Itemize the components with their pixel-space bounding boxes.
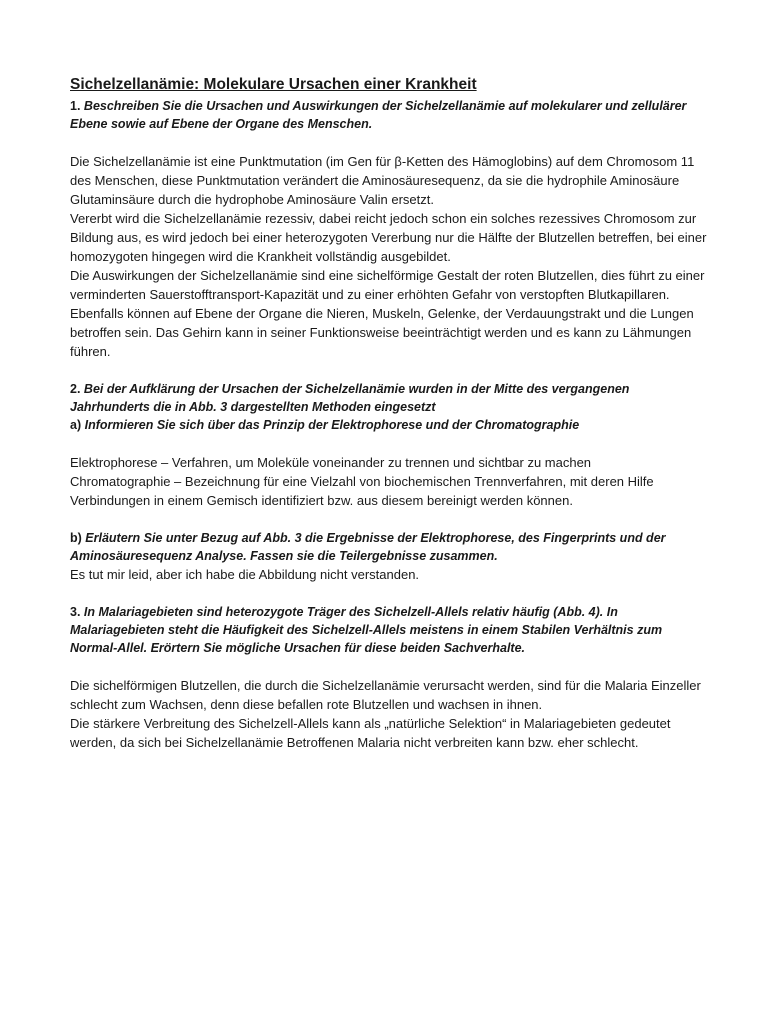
document-title: Sichelzellanämie: Molekulare Ursachen einer Krankheit <box>70 76 477 93</box>
spacer <box>70 133 708 152</box>
question-2a-text: Informieren Sie sich über das Prinzip der Elektrophorese und der Chromatographie <box>84 418 580 432</box>
question-2-text: Bei der Aufklärung der Ursachen der Sichelzellanämie wurden in der Mitte des vergangenen Jahrhunderts die in Abb. 3 dargestellten Methoden eingesetzt <box>70 382 630 414</box>
answer-1-paragraph-2: Vererbt wird die Sichelzellanämie rezessiv, dabei reicht jedoch schon ein solches rezessives Chromosom zur Bildung aus, es wird jedoch bei einer heterozygoten Vererbung nur die Hälfte der Blutzellen betreffen, bei einer homozygoten hingegen wird die Krankheit vollständig ausgebildet. <box>70 211 707 264</box>
question-2a <box>70 416 708 434</box>
answer-3-paragraph-1: Die sichelförmigen Blutzellen, die durch die Sichelzellanämie verursacht werden, sind für die Malaria Einzeller schlecht zum Wachsen, denn diese befallen rote Blutzellen und wachsen in ihnen. <box>70 678 701 712</box>
question-2a-number: a) <box>70 418 82 432</box>
spacer <box>70 434 708 453</box>
spacer <box>70 657 708 676</box>
answer-1-paragraph-1: Die Sichelzellanämie ist eine Punktmutation (im Gen für β-Ketten des Hämoglobins) auf dem Chromosom 11 des Menschen, diese Punktmutation verändert die Aminosäuresequenz, da sie die hydrophile Aminosäure Glutaminsäure durch die hydrophobe Aminosäure Valin ersetzt. <box>70 154 695 207</box>
spacer <box>70 584 708 603</box>
question-3-text: In Malariagebieten sind heterozygote Träger des Sichelzell-Allels relativ häufig (Abb. 4). In Malariagebieten steht die Häufigkeit des Sichelzell-Allels meistens in einem Stabilen Verhältnis zum Normal-Allel. Erörtern Sie mögliche Ursachen für diese beiden Sachverhalte. <box>70 605 663 655</box>
question-2 <box>70 380 708 416</box>
answer-2b-paragraph-1: Es tut mir leid, aber ich habe die Abbildung nicht verstanden. <box>70 567 420 582</box>
question-3-number: 3. <box>70 605 81 619</box>
answer-1-paragraph-3: Die Auswirkungen der Sichelzellanämie sind eine sichelförmige Gestalt der roten Blutzellen, dies führt zu einer verminderten Sauerstofftransport-Kapazität und zu einer erhöhten Gefahr von verstopften Blutkapillaren. Ebenfalls können auf Ebene der Organe die Nieren, Muskeln, Gelenke, der Verdauungstrakt und die Lungen betroffen sein. Das Gehirn kann in seiner Funktionsweise beeinträchtigt werden und es kann zu Lähmungen führen. <box>70 268 705 359</box>
question-1 <box>70 97 708 133</box>
question-2b-text: Erläutern Sie unter Bezug auf Abb. 3 die Ergebnisse der Elektrophorese, des Fingerprints und der Aminosäuresequenz Analyse. Fassen sie die Teilergebnisse zusammen. <box>70 531 666 563</box>
answer-2a-paragraph-2: Chromatographie – Bezeichnung für eine Vielzahl von biochemischen Trennverfahren, mit deren Hilfe Verbindungen in einem Gemisch identifiziert bzw. aus diesem bereinigt werden können. <box>70 474 654 508</box>
spacer <box>70 510 708 529</box>
answer-3-paragraph-2: Die stärkere Verbreitung des Sichelzell-Allels kann als „natürliche Selektion“ in Malariagebieten gedeutet werden, da sich bei Sichelzellanämie Betroffenen Malaria nicht verbreiten kann bzw. eher schlecht. <box>70 716 671 750</box>
question-2b <box>70 529 708 565</box>
answer-2a-paragraph-1: Elektrophorese – Verfahren, um Moleküle voneinander zu trennen und sichtbar zu machen <box>70 455 592 470</box>
question-1-text: Beschreiben Sie die Ursachen und Auswirkungen der Sichelzellanämie auf molekularer und zellulärer Ebene sowie auf Ebene der Organe des Menschen. <box>70 99 687 131</box>
question-2-number: 2. <box>70 382 81 396</box>
spacer <box>70 361 708 380</box>
question-1-number: 1. <box>70 99 81 113</box>
question-3 <box>70 603 708 657</box>
question-2b-number: b) <box>70 531 82 545</box>
